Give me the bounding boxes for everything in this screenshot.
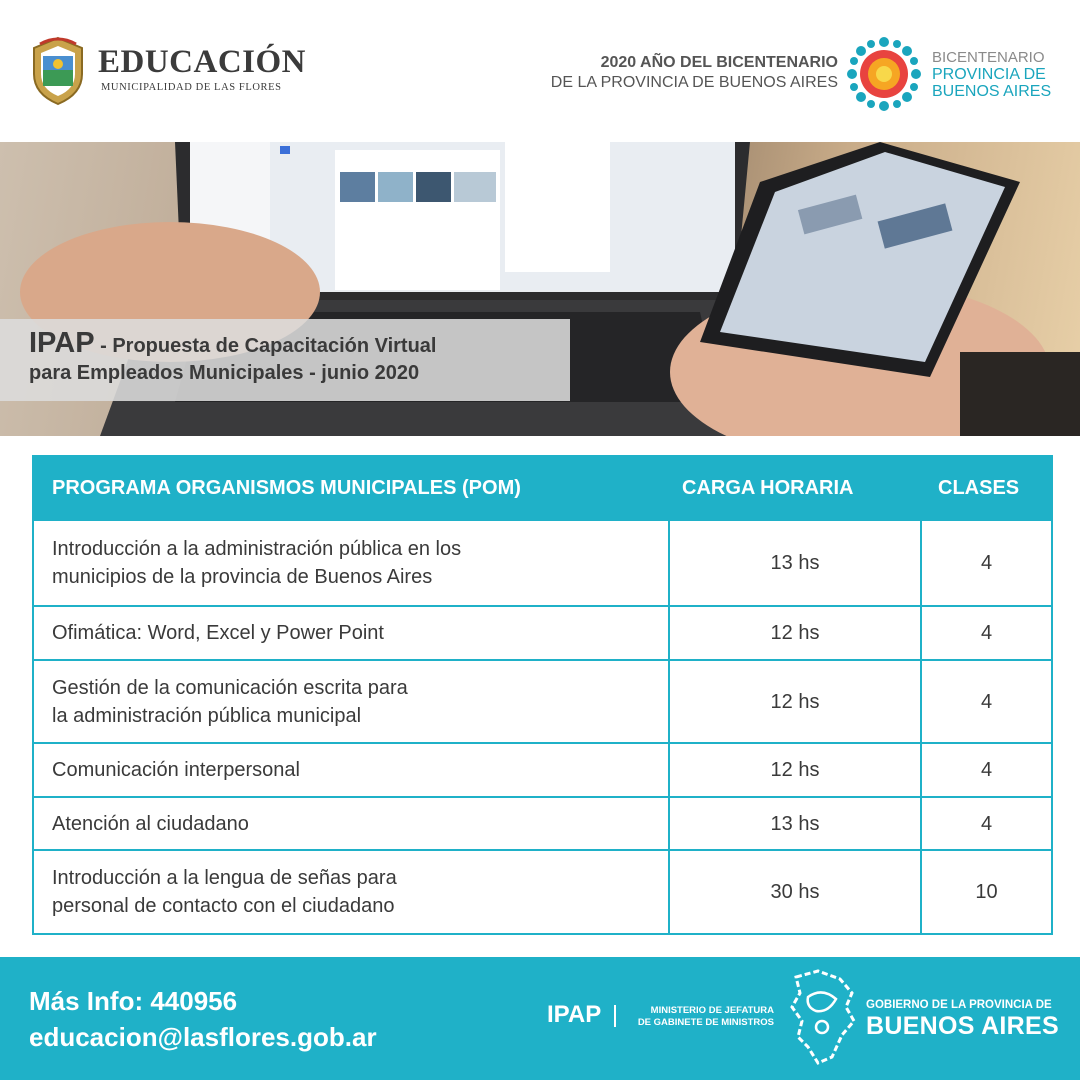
- table-row: [34, 849, 1051, 933]
- brand-line1: BICENTENARIO: [932, 49, 1045, 66]
- cell-hours: 12 hs: [770, 622, 820, 644]
- cell-hours: 13 hs: [770, 812, 820, 835]
- ministry-line2: DE GABINETE DE MINISTROS: [637, 1017, 774, 1028]
- program-line1: Ofimática: Word, Excel y Power Point: [52, 622, 384, 644]
- contact-info: [29, 983, 377, 1055]
- bicentennial-text: [551, 53, 838, 93]
- program-line2: personal de contacto con el ciudadano: [52, 895, 395, 917]
- caption-line1-rest: - Propuesta de Capacitación Virtual: [94, 335, 437, 357]
- bicentennial-line1: 2020 AÑO DEL BICENTENARIO: [600, 54, 838, 71]
- ministry-text: [624, 1005, 774, 1029]
- cell-program: [52, 661, 652, 742]
- bicentennial-brand: [932, 49, 1051, 100]
- government-text: [866, 999, 1059, 1041]
- brand-line2: PROVINCIA DE: [932, 66, 1046, 83]
- cell-classes: 4: [980, 622, 993, 644]
- table-row: [34, 796, 1051, 849]
- header-hours: CARGA HORARIA: [682, 477, 854, 499]
- ministry-line1: MINISTERIO DE JEFATURA: [650, 1005, 774, 1016]
- cell-program: [52, 521, 652, 605]
- province-map-icon: [788, 967, 858, 1067]
- cell-program: [52, 798, 652, 849]
- cell-hours: 12 hs: [770, 759, 820, 781]
- cell-program: [52, 851, 652, 933]
- table-row: [34, 519, 1051, 605]
- column-separator: [668, 457, 670, 933]
- cell-hours: 12 hs: [770, 690, 820, 713]
- program-line1: Introducción a la administración pública en los: [52, 538, 462, 560]
- table-row: [34, 659, 1051, 742]
- header-program: PROGRAMA ORGANISMOS MUNICIPALES (POM): [52, 477, 521, 499]
- program-line2: la administración pública municipal: [52, 704, 362, 727]
- cell-classes: 4: [980, 552, 993, 574]
- caption-ipap: IPAP: [29, 327, 95, 359]
- cell-hours: 13 hs: [770, 552, 820, 574]
- education-title: EDUCACIÓN: [98, 44, 307, 80]
- cell-hours: 30 hs: [770, 881, 820, 903]
- table-row: [34, 605, 1051, 659]
- cell-classes: 10: [975, 881, 998, 903]
- table-header: [34, 457, 1051, 519]
- brand-line3: BUENOS AIRES: [932, 83, 1052, 100]
- bicentennial-line2: DE LA PROVINCIA DE BUENOS AIRES: [550, 74, 838, 91]
- table-row: [34, 742, 1051, 796]
- gov-line2: BUENOS AIRES: [866, 1012, 1059, 1040]
- banner-caption: [0, 319, 570, 401]
- caption-line2: para Empleados Municipales - junio 2020: [29, 362, 420, 384]
- program-line1: Gestión de la comunicación escrita para: [52, 676, 408, 699]
- program-line1: Introducción a la lengua de señas para: [52, 867, 397, 889]
- caption-line1: [29, 327, 570, 360]
- photo-banner: [0, 142, 1080, 436]
- cell-classes: 4: [980, 812, 993, 835]
- cell-classes: 4: [980, 690, 993, 713]
- footer: [0, 957, 1080, 1080]
- header-classes: CLASES: [938, 477, 1020, 499]
- courses-table: [32, 455, 1053, 935]
- education-subtitle: MUNICIPALIDAD DE LAS FLORES: [101, 82, 282, 93]
- program-line1: Atención al ciudadano: [52, 812, 249, 835]
- header: [0, 0, 1080, 142]
- column-separator: [920, 457, 922, 933]
- cell-program: [52, 744, 652, 796]
- program-line1: Comunicación interpersonal: [52, 759, 300, 781]
- ipap-divider: [614, 1005, 616, 1027]
- cell-program: [52, 607, 652, 659]
- contact-phone: Más Info: 440956: [29, 986, 238, 1016]
- bicentennial-sun-icon: [846, 36, 922, 112]
- ipap-logo-text: IPAP: [547, 1001, 602, 1028]
- municipal-shield-icon: [28, 34, 88, 106]
- program-line2: municipios de la provincia de Buenos Aires: [52, 566, 433, 588]
- contact-email[interactable]: educacion@lasflores.gob.ar: [29, 1022, 377, 1052]
- gov-line1: GOBIERNO DE LA PROVINCIA DE: [866, 999, 1052, 1011]
- cell-classes: 4: [980, 759, 993, 781]
